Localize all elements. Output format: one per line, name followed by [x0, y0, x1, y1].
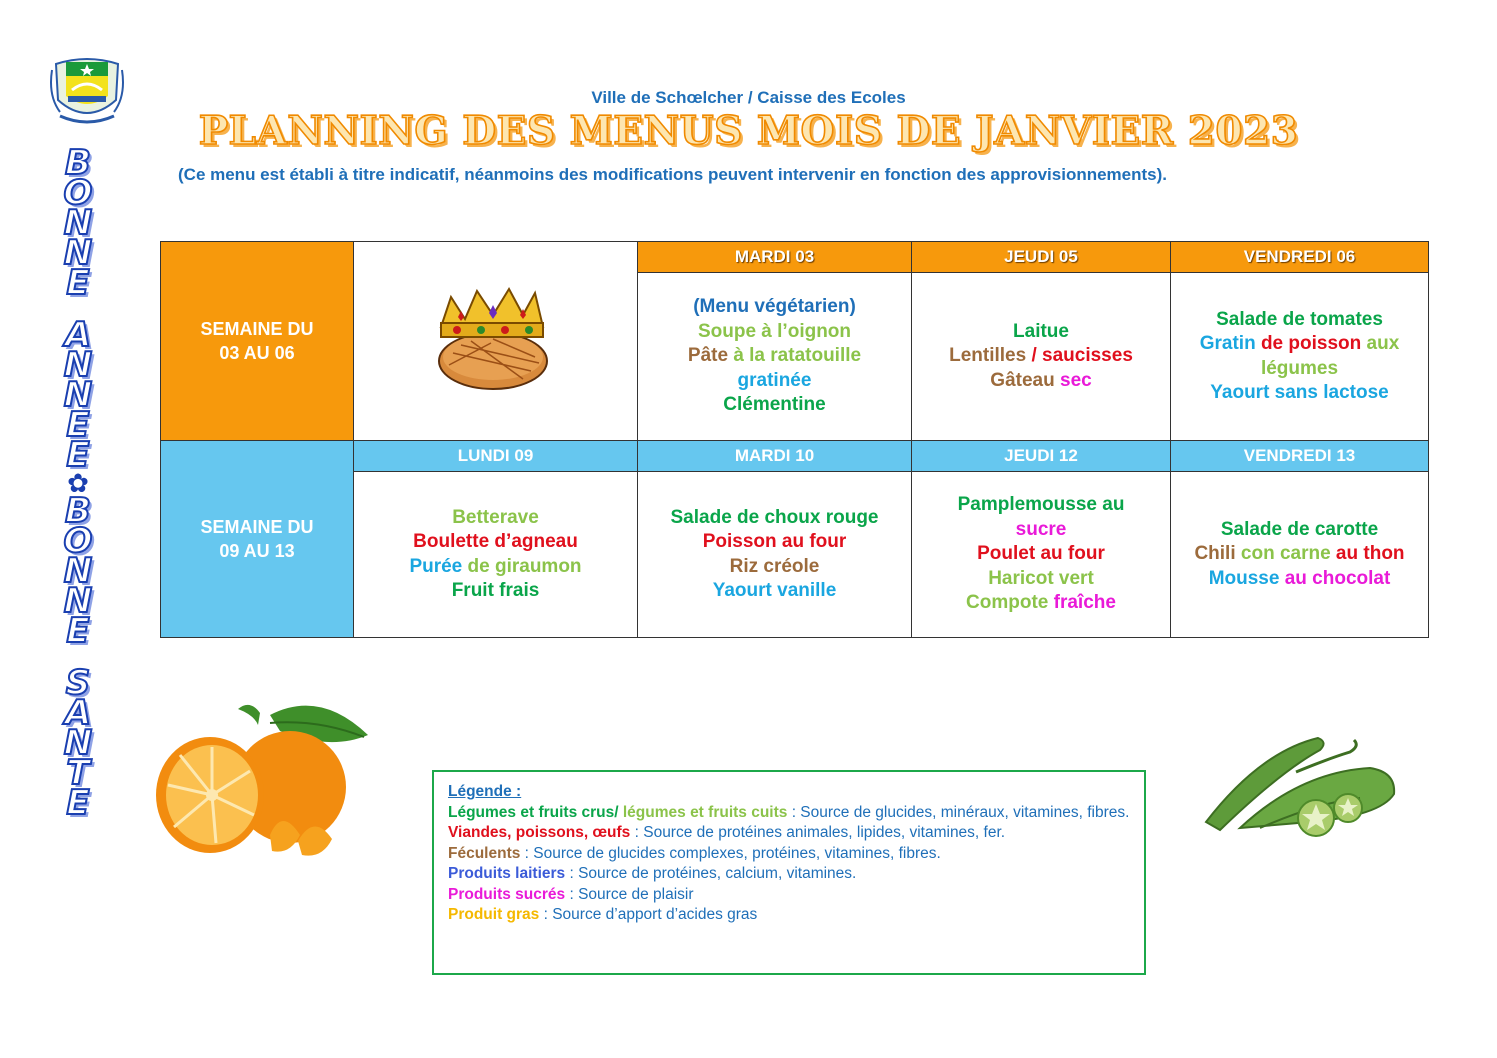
galette-cell: [354, 242, 638, 441]
slogan-word: S A N T E: [63, 663, 93, 823]
header-organization: Ville de Schœlcher / Caisse des Ecoles: [591, 88, 906, 107]
slogan-flower-icon: ✿: [67, 468, 89, 498]
week2-label: SEMAINE DU 09 AU 13: [161, 441, 354, 638]
day-header: VENDREDI 06: [1171, 242, 1429, 273]
menu-cell-jeudi-12: Pamplemousse au sucre Poulet au four Haricot vert Compote fraîche: [912, 472, 1171, 638]
okra-illustration: [1200, 732, 1405, 842]
day-header: MARDI 10: [638, 441, 912, 472]
legend-row-gras: Produit gras : Source d’apport d’acides gras: [448, 906, 758, 923]
clementine-illustration: [150, 695, 382, 865]
day-header: JEUDI 12: [912, 441, 1171, 472]
day-header: MARDI 03: [638, 242, 912, 273]
slogan-word: B O N N E: [63, 491, 93, 651]
page-title: PLANNING DES MENUS MOIS DE JANVIER 2023: [198, 108, 1299, 154]
vertical-slogan: [30, 143, 126, 823]
legend-row-sucres: Produits sucrés : Source de plaisir: [448, 885, 694, 903]
legend-title: Légende :: [448, 783, 522, 800]
legend-box: [432, 770, 1146, 975]
legend-row-feculents: Féculents : Source de glucides complexes, protéines, vitamines, fibres.: [448, 844, 941, 862]
menu-cell-vendredi-13: Salade de carotte Chili con carne au thon Mousse au chocolat: [1171, 472, 1429, 638]
week1-label: SEMAINE DU 03 AU 06: [161, 242, 354, 441]
menu-disclaimer: (Ce menu est établi à titre indicatif, néanmoins des modifications peuvent intervenir en fonction des approvisionnements).: [178, 165, 1168, 184]
slogan-word: B O N N E: [63, 143, 93, 303]
menu-cell-vendredi-06: Salade de tomates Gratin de poisson aux légumes Yaourt sans lactose: [1171, 273, 1429, 441]
legend-row-viandes: Viandes, poissons, œufs : Source de protéines animales, lipides, vitamines, fer.: [448, 824, 1006, 841]
menu-cell-jeudi-05: Laitue Lentilles / saucisses Gâteau sec: [912, 273, 1171, 441]
menu-cell-mardi-10: Salade de choux rouge Poisson au four Riz créole Yaourt vanille: [638, 472, 912, 638]
menu-cell-mardi-03: (Menu végétarien) Soupe à l’oignon Pâte à la ratatouille gratinée Clémentine: [638, 273, 912, 441]
galette-crown-illustration: [431, 283, 561, 395]
day-header: LUNDI 09: [354, 441, 638, 472]
menu-cell-lundi-09: Betterave Boulette d’agneau Purée de giraumon Fruit frais: [354, 472, 638, 638]
legend-row-legumes: Légumes et fruits crus/ légumes et fruits cuits : Source de glucides, minéraux, vitamines, fibres.: [448, 803, 1130, 821]
menu-table: [160, 241, 1429, 638]
slogan-word: A N N E E: [63, 315, 93, 475]
day-header: VENDREDI 13: [1171, 441, 1429, 472]
day-header: JEUDI 05: [912, 242, 1171, 273]
legend-row-laitiers: Produits laitiers : Source de protéines, calcium, vitamines.: [448, 865, 857, 882]
